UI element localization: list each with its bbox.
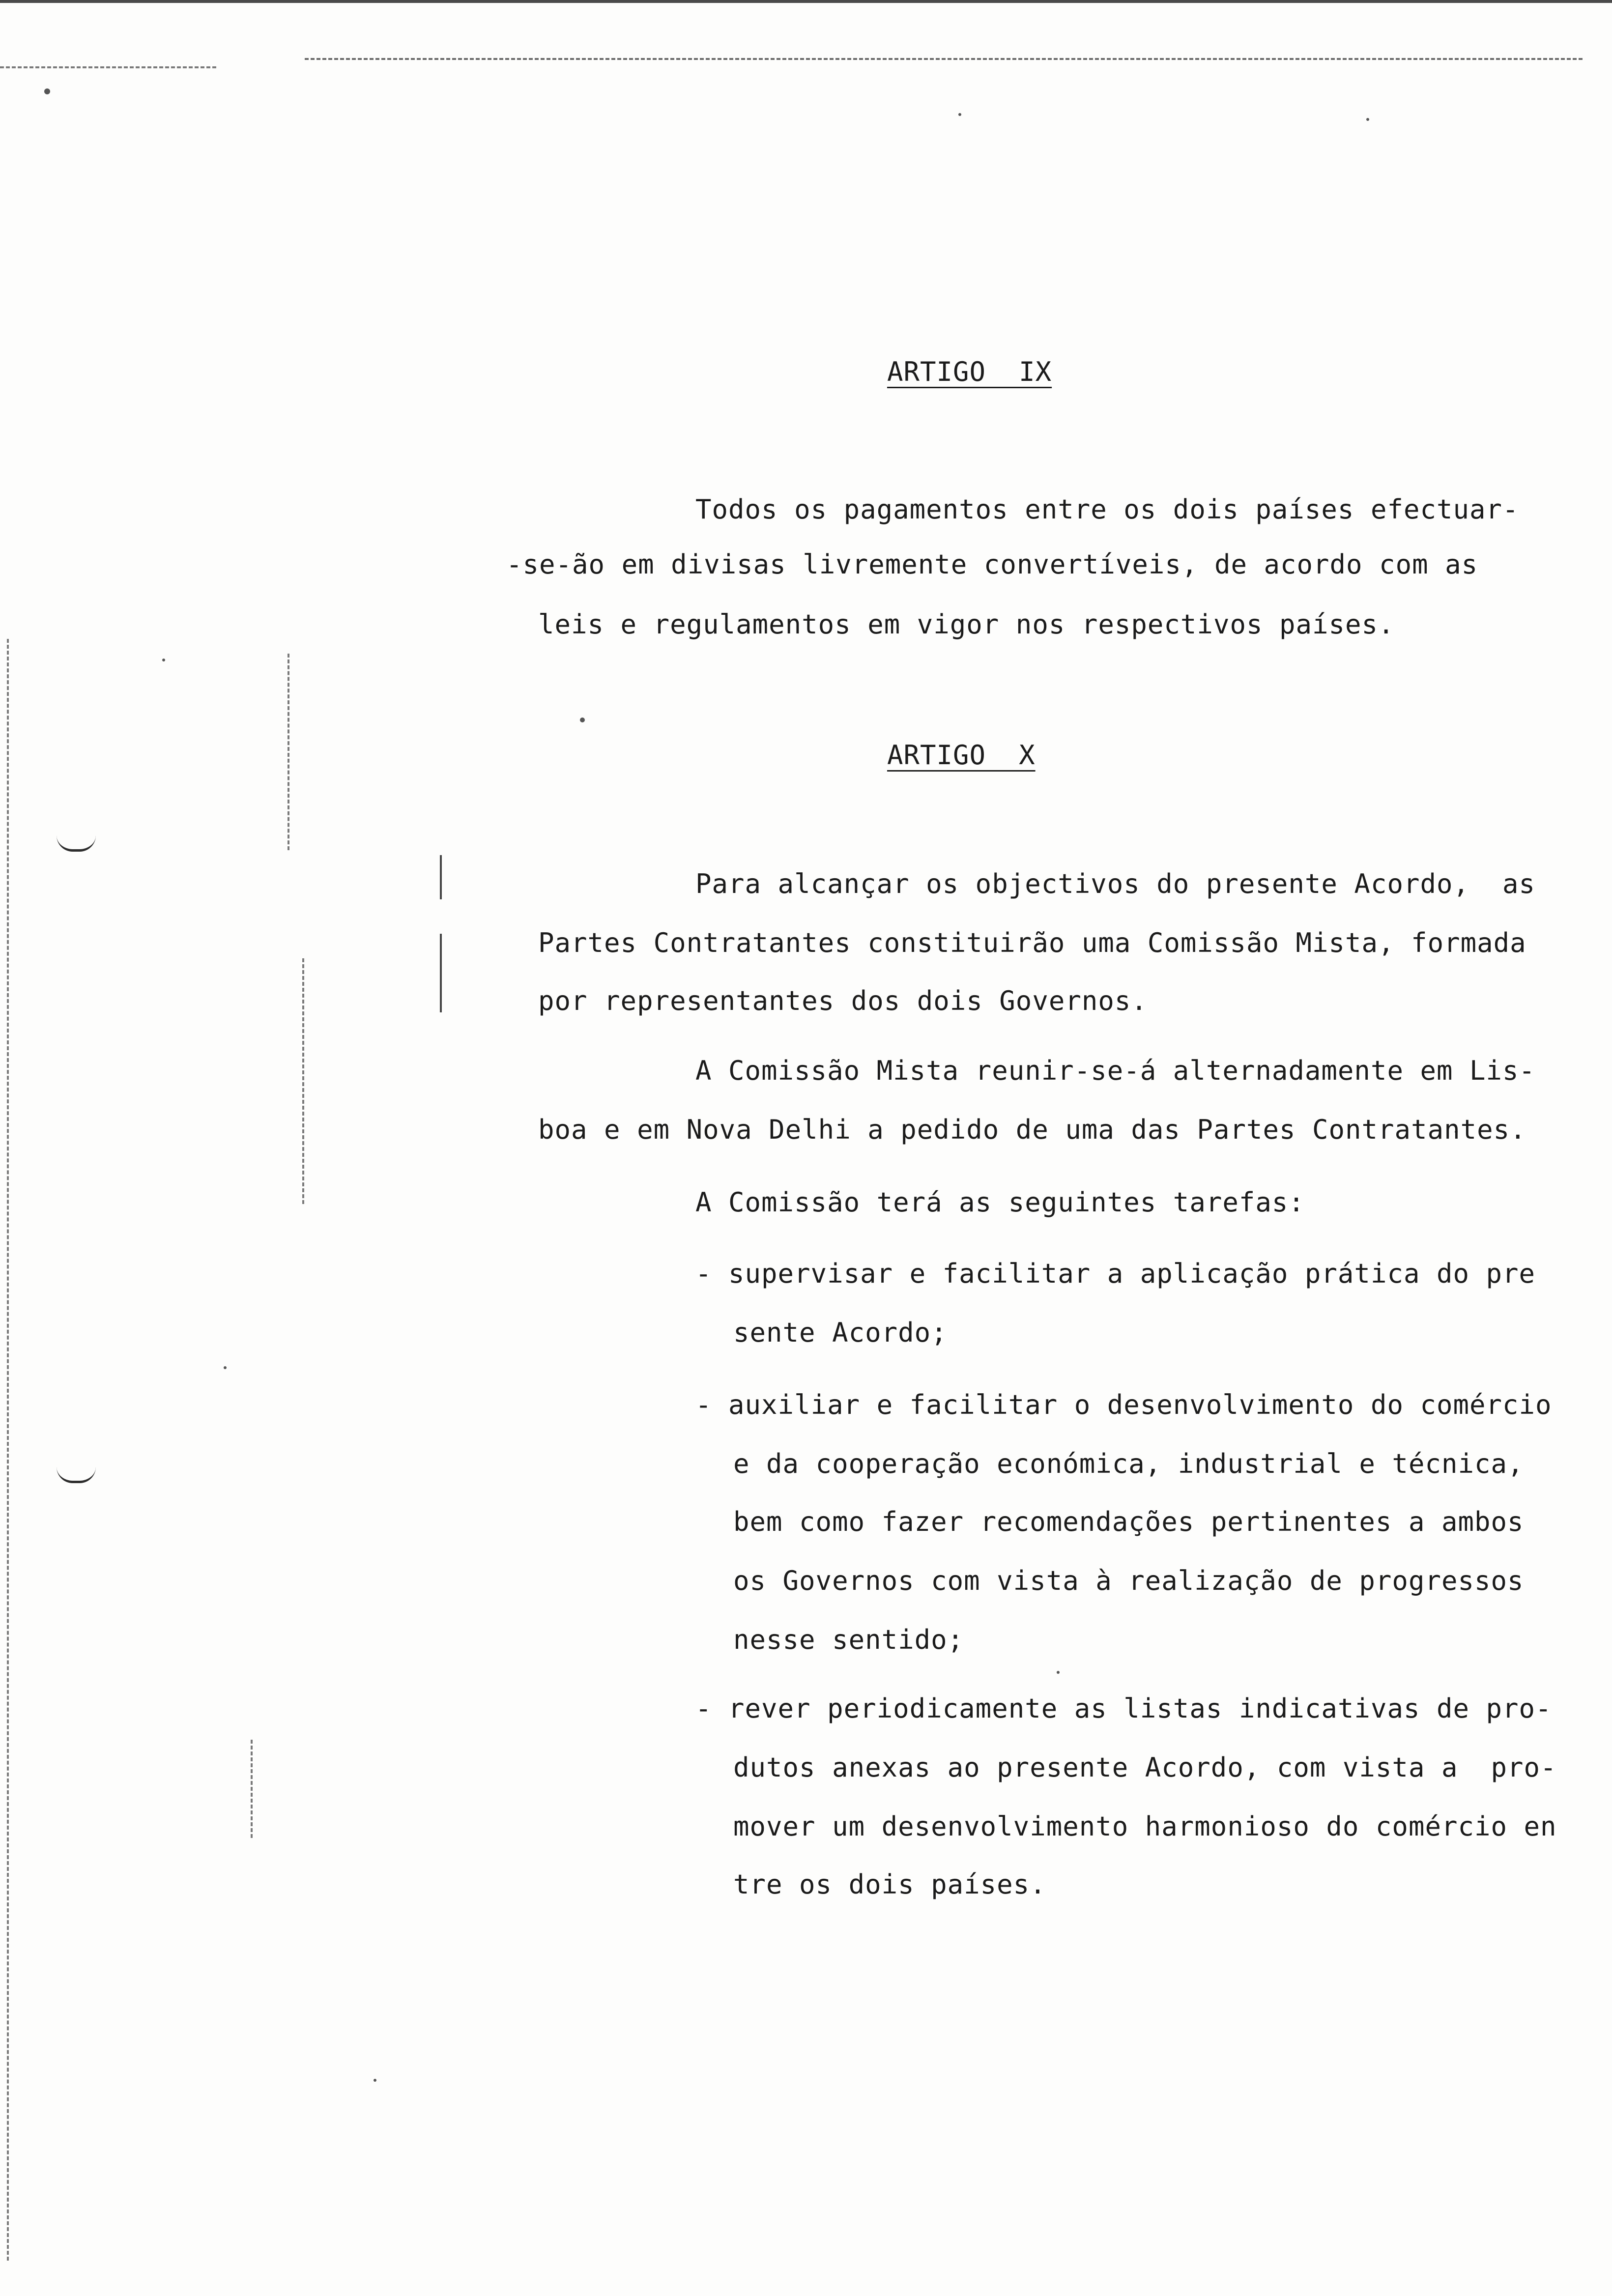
scan-top-edge [0, 0, 1612, 3]
binder-edge-line [7, 639, 9, 2261]
task-3-line-1: - rever periodicamente as listas indicativas de pro- [695, 1693, 1552, 1724]
punch-hole-mark [57, 835, 96, 852]
article-ix-line-3: leis e regulamentos em vigor nos respectivos países. [538, 609, 1395, 640]
binder-edge-line-inner-2 [302, 958, 304, 1204]
scan-dashed-line-left [0, 66, 216, 68]
task-1-line-1: - supervisar e facilitar a aplicação prática do pre [695, 1258, 1536, 1289]
article-ix-heading: ARTIGO IX [887, 356, 1052, 387]
task-2-line-5: nesse sentido; [733, 1624, 964, 1655]
article-x-para2-line-2: boa e em Nova Delhi a pedido de uma das Partes Contratantes. [538, 1114, 1526, 1145]
article-x-para1-line-1: Para alcançar os objectivos do presente Acordo, as [695, 868, 1536, 899]
scan-dashed-line [305, 58, 1583, 60]
article-x-para3: A Comissão terá as seguintes tarefas: [695, 1187, 1305, 1218]
scan-speck [1057, 1671, 1060, 1674]
task-1-line-2: sente Acordo; [733, 1317, 948, 1348]
scan-speck [958, 113, 961, 116]
scan-speck [44, 88, 50, 94]
article-x-para1-line-3: por representantes dos dois Governos. [538, 985, 1148, 1016]
task-3-line-3: mover um desenvolvimento harmonioso do comércio en [733, 1811, 1557, 1842]
article-ix-line-1: Todos os pagamentos entre os dois países efectuar- [695, 494, 1519, 525]
scan-speck [1366, 118, 1369, 121]
binder-edge-line-inner-3 [251, 1740, 253, 1838]
article-x-heading: ARTIGO X [887, 740, 1036, 771]
article-ix-line-2: -se-ão em divisas livremente convertíveis, de acordo com as [506, 549, 1478, 580]
task-2-line-3: bem como fazer recomendações pertinentes a ambos [733, 1506, 1524, 1537]
task-2-line-2: e da cooperação económica, industrial e técnica, [733, 1448, 1524, 1479]
scan-speck [580, 718, 585, 722]
punch-hole-mark [57, 1467, 96, 1483]
binder-edge-line-inner [288, 654, 289, 850]
task-2-line-1: - auxiliar e facilitar o desenvolvimento do comércio [695, 1389, 1552, 1420]
margin-mark [440, 934, 442, 1012]
scan-speck [374, 2079, 376, 2082]
article-x-para2-line-1: A Comissão Mista reunir-se-á alternadamente em Lis- [695, 1055, 1536, 1086]
article-x-para1-line-2: Partes Contratantes constituirão uma Comissão Mista, formada [538, 927, 1526, 958]
task-2-line-4: os Governos com vista à realização de progressos [733, 1565, 1524, 1596]
margin-mark [440, 855, 442, 899]
task-3-line-2: dutos anexas ao presente Acordo, com vista a pro- [733, 1752, 1557, 1783]
scan-speck [162, 659, 165, 661]
scan-speck [224, 1366, 227, 1369]
task-3-line-4: tre os dois países. [733, 1869, 1046, 1900]
